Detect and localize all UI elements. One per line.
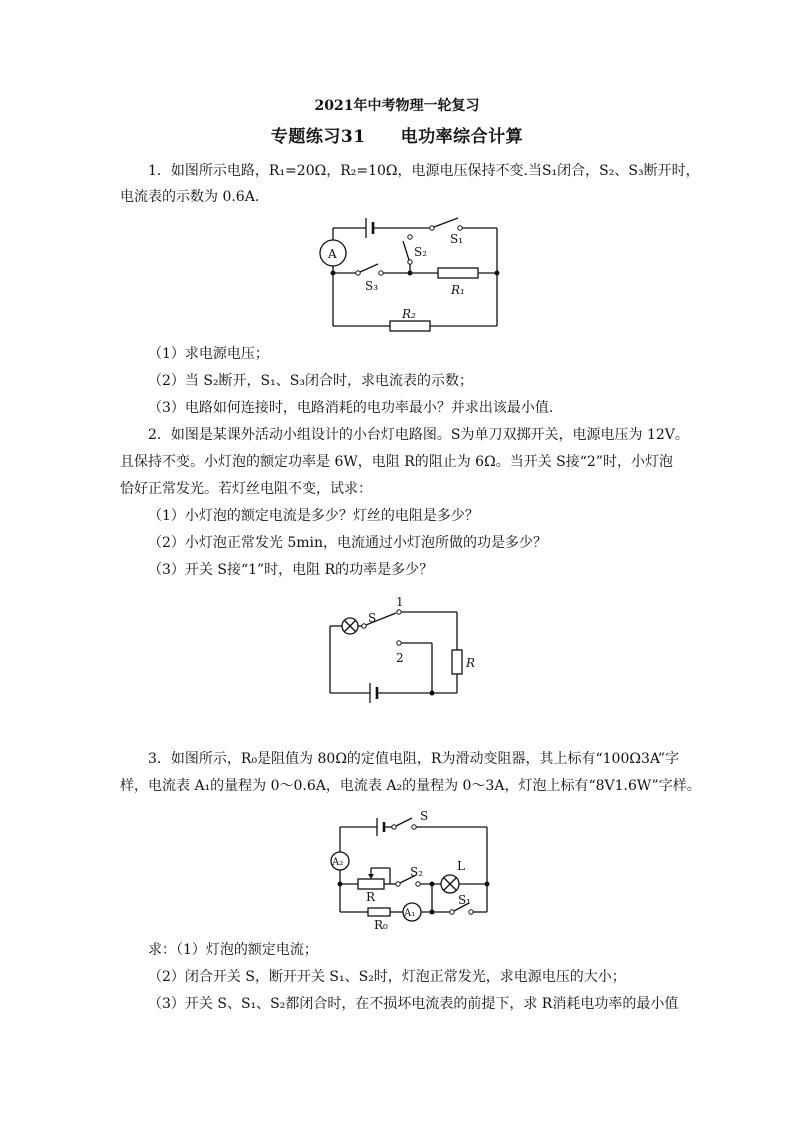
q1-label-s3: S₃ [365, 279, 379, 293]
q1-label-r2: R₂ [402, 307, 416, 321]
q2-sub3: （3）开关 S接“1”时，电阻 R的功率是多少？ [148, 562, 434, 578]
q1-sub3: （3）电路如何连接时，电路消耗的电功率最小？并求出该最小值. [148, 400, 554, 416]
q3-rheostat-r [358, 879, 384, 889]
q1-sub2: （2）当 S₂断开，S₁、S₃闭合时，求电流表的示数； [148, 373, 473, 389]
q3-ask: 求：（1）灯泡的额定电流； [148, 942, 318, 958]
q2-label-pos2: 2 [396, 651, 404, 665]
q2-stem-line1: 2．如图是某课外活动小组设计的小台灯电路图。S为单刀双掷开关，电源电压为 12V。 [148, 427, 689, 443]
document-subtitle: 2021年中考物理一轮复习 [314, 98, 480, 114]
q3-sub2: （2）闭合开关 S，断开开关 S₁、S₂时，灯泡正常发光，求电源电压的大小； [148, 969, 626, 985]
q3-resistor-r0 [368, 908, 390, 916]
q2-stem-line2: 且保持不变。小灯泡的额定功率是 6W，电阻 R的阻止为 6Ω。当开关 S接“2”时，小灯泡 [120, 454, 673, 470]
q3-switch-s [396, 818, 412, 826]
q1-label-s2: S₂ [414, 245, 428, 259]
q1-label-r1: R₁ [451, 283, 465, 297]
q2-sub2: （2）小灯泡正常发光 5min，电流通过小灯泡所做的功是多少？ [148, 535, 548, 551]
q3-stem-line1: 3．如图所示，R₀是阻值为 80Ω的定值电阻，R为滑动变阻器，其上标有“100Ω3A”字 [148, 751, 680, 767]
q1-label-ammeter: A [328, 247, 337, 261]
q2-label-r: R [466, 656, 476, 670]
q3-stem-line2: 样，电流表 A₁的量程为 0～0.6A，电流表 A₂的量程为 0～3A，灯泡上标有“8V1.6W”字样。 [120, 778, 701, 794]
q3-label-s2: S₂ [410, 865, 424, 879]
q2-label-s: S [368, 611, 377, 625]
q3-label-a2: A₂ [332, 857, 344, 868]
q2-stem-line3: 恰好正常发光。若灯丝电阻不变，试求： [120, 481, 372, 497]
q1-label-s1: S₁ [450, 232, 464, 246]
q1-sub1: （1）求电源电压； [148, 346, 269, 362]
q1-stem-line1: 1．如图所示电路，R₁=20Ω，R₂=10Ω，电源电压保持不变.当S₁闭合，S₂、S₃断开时， [148, 163, 700, 179]
q3-label-s: S [420, 809, 429, 823]
q3-sub3: （3）开关 S、S₁、S₂都闭合时，在不损坏电流表的前提下，求 R消耗电功率的最小值 [148, 996, 679, 1012]
q3-label-r: R [366, 890, 376, 904]
q3-label-l: L [457, 859, 465, 873]
q3-label-a1: A₁ [404, 908, 416, 919]
q2-sub1: （1）小灯泡的额定电流是多少？灯丝的电阻是多少？ [148, 508, 479, 524]
q3-label-s1: S₁ [458, 893, 472, 907]
q2-label-pos1: 1 [396, 595, 404, 609]
q1-stem-line2: 电流表的示数为 0.6A. [120, 189, 260, 205]
q3-label-r0: R₀ [374, 918, 388, 932]
document-title: 专题练习31 电功率综合计算 [270, 127, 524, 147]
